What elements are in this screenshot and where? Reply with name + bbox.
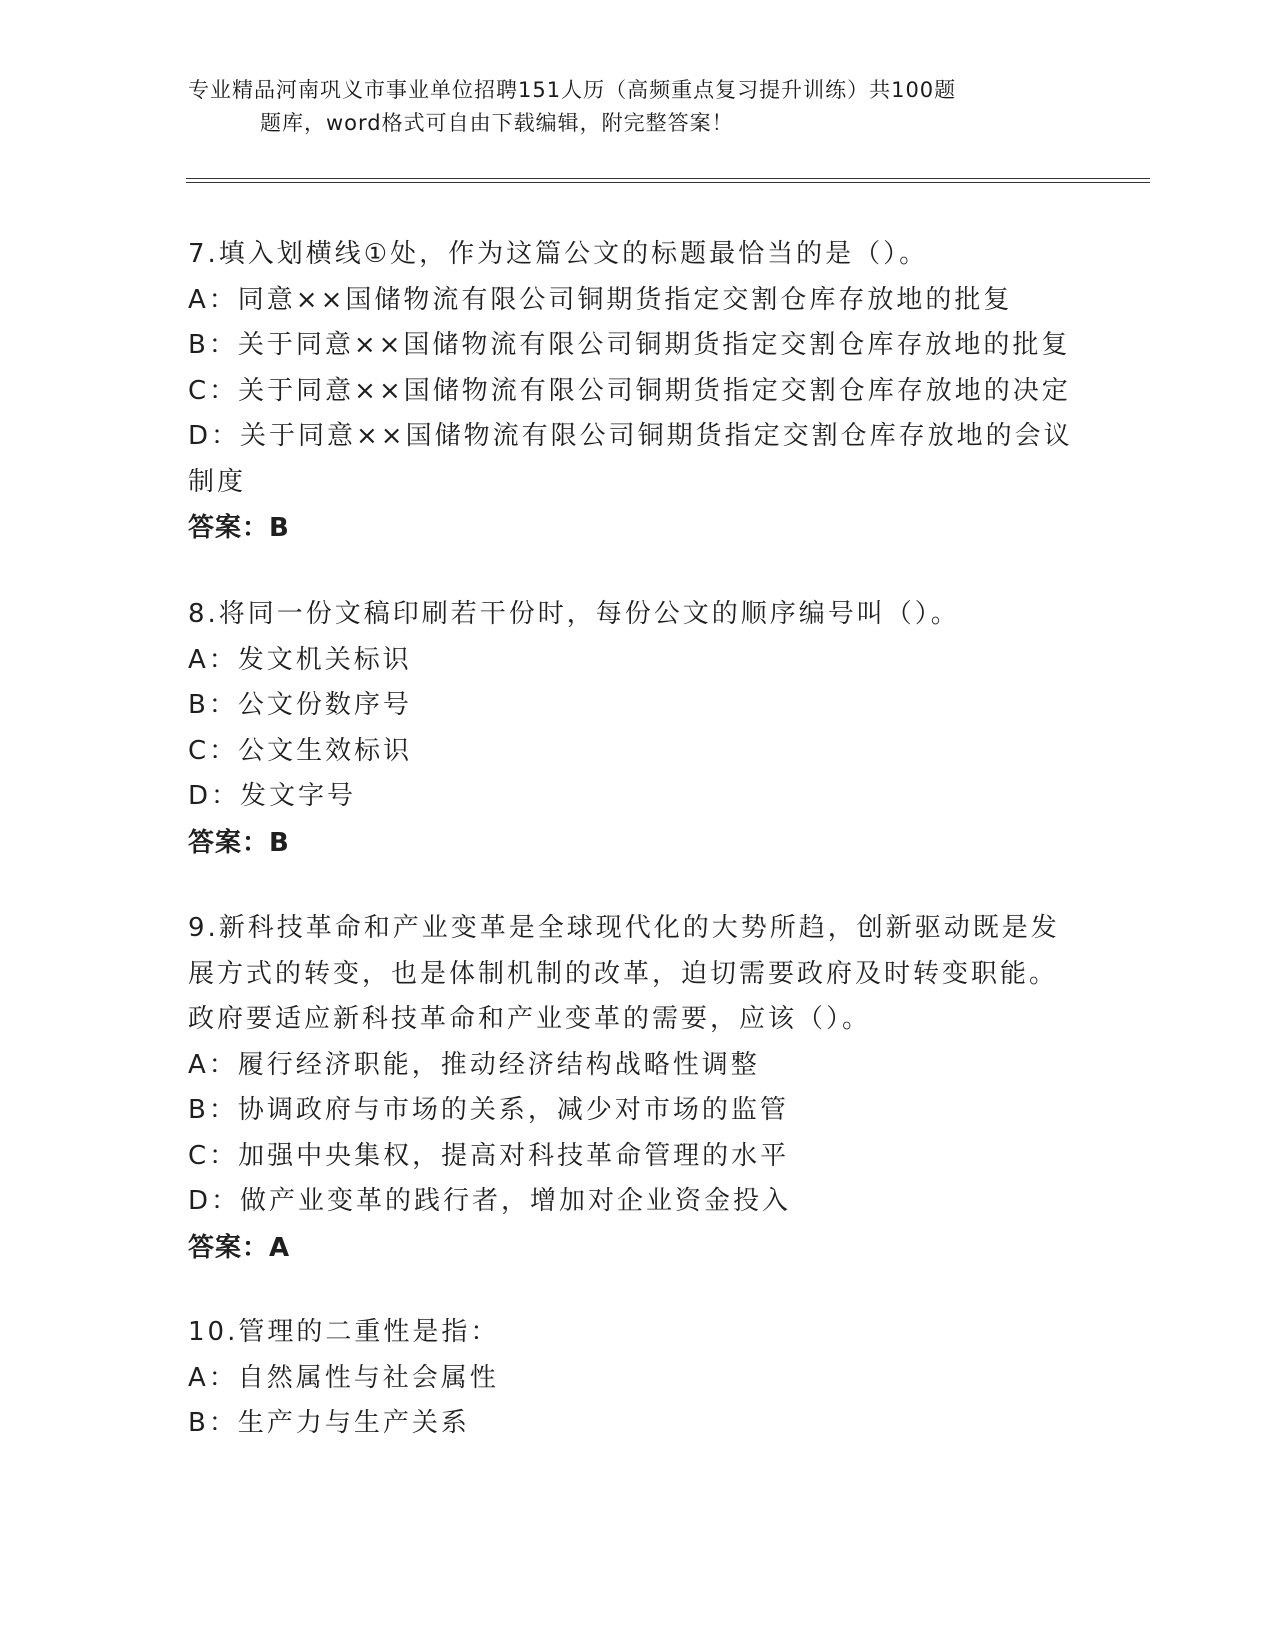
header-divider-top xyxy=(186,178,1150,179)
option-a: A：自然属性与社会属性 xyxy=(188,1362,499,1393)
question-stem-line-1: 9.新科技革命和产业变革是全球现代化的大势所趋，创新驱动既是发 xyxy=(188,913,1060,943)
option-d: D：做产业变革的践行者，增加对企业资金投入 xyxy=(188,1186,792,1216)
question-10 xyxy=(188,1310,1088,1447)
option-b: B：协调政府与市场的关系，减少对市场的监管 xyxy=(188,1095,789,1125)
document-header xyxy=(188,74,1068,140)
question-stem-line-3: 政府要适应新科技革命和产业变革的需要，应该（）。 xyxy=(188,1004,872,1034)
question-stem-line-2: 展方式的转变，也是体制机制的改革，迫切需要政府及时转变职能。 xyxy=(188,958,1059,989)
header-title-line-2: 题库，word格式可自由下载编辑，附完整答案！ xyxy=(260,111,734,135)
question-8 xyxy=(188,592,1088,866)
answer: 答案：B xyxy=(188,827,290,858)
option-c: C：公文生效标识 xyxy=(188,735,413,766)
option-d-continuation: 制度 xyxy=(188,466,247,497)
option-a: A：履行经济职能，推动经济结构战略性调整 xyxy=(188,1049,760,1080)
question-9 xyxy=(188,906,1088,1271)
option-d: D：发文字号 xyxy=(188,781,357,811)
option-b: B：关于同意××国储物流有限公司铜期货指定交割仓库存放地的批复 xyxy=(188,330,1071,360)
option-a: A：发文机关标识 xyxy=(188,644,412,675)
question-stem: 7.填入划横线①处，作为这篇公文的标题最恰当的是（）。 xyxy=(188,239,929,269)
option-b: B：生产力与生产关系 xyxy=(188,1408,470,1438)
answer: 答案：B xyxy=(188,513,290,543)
option-a: A：同意××国储物流有限公司铜期货指定交割仓库存放地的批复 xyxy=(188,284,1013,315)
answer: 答案：A xyxy=(188,1232,291,1263)
question-7 xyxy=(188,232,1088,552)
header-title-line-1: 专业精品河南巩义市事业单位招聘151人历（高频重点复习提升训练）共100题 xyxy=(188,78,957,102)
option-c: C：加强中央集权，提高对科技革命管理的水平 xyxy=(188,1140,790,1171)
header-divider-bottom xyxy=(186,182,1150,183)
question-stem: 8.将同一份文稿印刷若干份时，每份公文的顺序编号叫（）。 xyxy=(188,599,960,629)
question-stem: 10.管理的二重性是指： xyxy=(188,1317,500,1347)
option-d: D：关于同意××国储物流有限公司铜期货指定交割仓库存放地的会议 xyxy=(188,421,1073,451)
option-b: B：公文份数序号 xyxy=(188,690,412,720)
option-c: C：关于同意××国储物流有限公司铜期货指定交割仓库存放地的决定 xyxy=(188,375,1071,406)
